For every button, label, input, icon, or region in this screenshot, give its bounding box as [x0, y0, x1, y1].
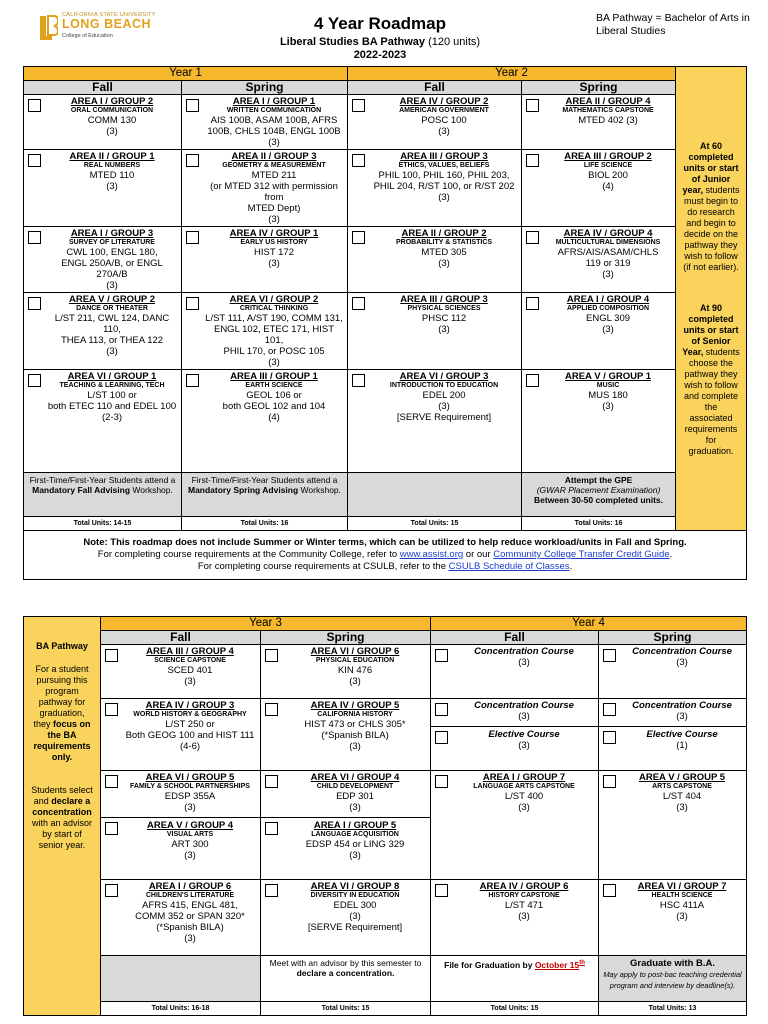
course-line: COMM 352 or SPAN 320*	[135, 911, 245, 922]
course-cell	[599, 880, 747, 956]
course-cell	[522, 95, 676, 150]
course-cell	[348, 227, 522, 293]
course-subject: EARLY US HISTORY	[240, 239, 308, 246]
course-line: both ETEC 110 and EDEL 100	[47, 401, 177, 412]
course-checkbox[interactable]	[352, 297, 365, 310]
course-cell	[182, 227, 348, 293]
course-cell	[261, 880, 431, 956]
course-line: (3)	[268, 357, 280, 368]
course-area: AREA VI / GROUP 5	[145, 772, 235, 783]
course-area: AREA III / GROUP 2	[564, 151, 652, 162]
course-subject: ORAL COMMUNICATION	[70, 107, 154, 114]
course-line: HSC 411A	[659, 900, 705, 911]
course-cell	[522, 293, 676, 370]
course-line: (3)	[438, 126, 450, 137]
course-checkbox[interactable]	[105, 884, 118, 897]
course-area: AREA V / GROUP 5	[638, 772, 726, 783]
course-line: POSC 100	[421, 115, 467, 126]
course-area: AREA IV / GROUP 3	[145, 700, 235, 711]
course-line: MTED 110	[89, 170, 135, 181]
total-units-y3-fall: Total Units: 16-18	[101, 1002, 261, 1016]
course-checkbox[interactable]	[435, 775, 448, 788]
course-checkbox[interactable]	[28, 154, 41, 167]
course-area: AREA I / GROUP 4	[566, 294, 650, 305]
course-line: (3)	[602, 324, 614, 335]
course-line: [SERVE Requirement]	[396, 412, 492, 423]
course-cell	[599, 699, 747, 771]
course-line: PHIL 100, PHIL 160, PHIL 203,	[378, 170, 510, 181]
course-line: L/ST 404	[662, 791, 702, 802]
course-checkbox[interactable]	[28, 297, 41, 310]
side-note-ba-pathway	[24, 617, 101, 1016]
course-area: AREA IV / GROUP 5	[310, 700, 400, 711]
course-area: AREA VI / GROUP 2	[229, 294, 319, 305]
course-checkbox[interactable]	[603, 775, 616, 788]
course-area: AREA VI / GROUP 3	[399, 371, 489, 382]
course-area: AREA III / GROUP 1	[230, 371, 318, 382]
course-cell	[522, 227, 676, 293]
course-subject: VISUAL ARTS	[166, 831, 214, 838]
course-line: AFRS 415, ENGL 481,	[142, 900, 238, 911]
course-subject: APPLIED COMPOSITION	[566, 305, 650, 312]
course-line: (3)	[268, 214, 280, 225]
course-line: L/ST 211, CWL 124, DANC 110,	[54, 313, 170, 335]
subtitle-units: (120 units)	[428, 36, 481, 48]
course-area: AREA V / GROUP 1	[564, 371, 652, 382]
course-subject: SURVEY OF LITERATURE	[69, 239, 155, 246]
course-subject: HEALTH SCIENCE	[651, 892, 713, 899]
course-line: (3)	[438, 401, 450, 412]
course-line: MTED Dept)	[247, 203, 301, 214]
course-area: AREA I / GROUP 7	[482, 772, 566, 783]
course-checkbox[interactable]	[28, 374, 41, 387]
course-area: AREA VI / GROUP 7	[637, 881, 727, 892]
link-assist-org[interactable]: www.assist.org	[399, 549, 464, 560]
course-line: (3)	[184, 933, 196, 944]
course-cell	[24, 95, 182, 150]
course-subject: REAL NUMBERS	[83, 162, 141, 169]
semester-y2-spring: Spring	[522, 81, 676, 95]
course-checkbox[interactable]	[435, 884, 448, 897]
course-area: AREA I / GROUP 2	[70, 96, 154, 107]
course-subject: HISTORY CAPSTONE	[488, 892, 560, 899]
course-checkbox[interactable]	[526, 297, 539, 310]
course-line: (3)	[184, 676, 196, 687]
note-y4-fall: File for Graduation by October 15th	[431, 956, 599, 1002]
course-line: (3)	[349, 911, 361, 922]
course-line: AFRS/AIS/ASAM/CHLS	[557, 247, 659, 258]
course-line: (3)	[349, 850, 361, 861]
course-line: L/ST 400	[504, 791, 544, 802]
course-line: ART 300	[171, 839, 209, 850]
csulb-logo	[38, 12, 208, 52]
logo-university: CALIFORNIA STATE UNIVERSITY	[62, 12, 156, 18]
course-subject: LIFE SCIENCE	[583, 162, 633, 169]
course-checkbox[interactable]	[105, 649, 118, 662]
course-subject: MUSIC	[596, 382, 620, 389]
note-y4-spring: Graduate with B.A. May apply to post-bac teaching credential program and interview by deadline(s).	[599, 956, 747, 1002]
course-cell	[261, 699, 431, 771]
course-line: AIS 100B, ASAM 100B, AFRS	[210, 115, 338, 126]
link-cc-transfer-guide[interactable]: Community College Transfer Credit Guide	[493, 549, 670, 560]
course-line: MTED 305	[421, 247, 467, 258]
course-line: (3)	[518, 802, 530, 813]
total-units-y2-spring: Total Units: 16	[522, 517, 676, 531]
course-cell	[24, 227, 182, 293]
course-line: SCED 401	[167, 665, 213, 676]
course-line: THEA 113, or THEA 122	[60, 335, 164, 346]
course-title: Concentration Course	[632, 646, 732, 657]
course-line: KIN 476	[337, 665, 373, 676]
course-line: L/ST 111, A/ST 190, COMM 131,	[205, 313, 343, 324]
total-units-y4-fall: Total Units: 15	[431, 1002, 599, 1016]
course-subject: CRITICAL THINKING	[239, 305, 309, 312]
course-cell	[348, 150, 522, 227]
course-cell	[182, 95, 348, 150]
course-line: (3)	[518, 657, 530, 668]
academic-years: 2022-2023	[353, 49, 407, 61]
course-checkbox[interactable]	[435, 649, 448, 662]
course-checkbox[interactable]	[603, 884, 616, 897]
course-cell	[101, 699, 261, 771]
course-area: AREA III / GROUP 3	[400, 151, 488, 162]
course-checkbox[interactable]	[435, 731, 448, 744]
course-area: AREA VI / GROUP 8	[310, 881, 400, 892]
side-note-ba-focus: For a student pursuing this program pathway for graduation, they focus on the BA requirements only.	[33, 664, 91, 762]
course-line: (1)	[676, 740, 688, 751]
course-cell	[182, 370, 348, 473]
course-checkbox[interactable]	[603, 731, 616, 744]
course-line: (4)	[602, 181, 614, 192]
course-area: AREA I / GROUP 3	[70, 228, 154, 239]
course-line: (3)	[184, 802, 196, 813]
course-line: MUS 180	[588, 390, 628, 401]
course-line: (3)	[268, 258, 280, 269]
course-subject: EARTH SCIENCE	[245, 382, 303, 389]
course-line: PHSC 112	[421, 313, 467, 324]
semester-y2-fall: Fall	[348, 81, 522, 95]
course-area: AREA II / GROUP 3	[231, 151, 317, 162]
link-csulb-schedule[interactable]: CSULB Schedule of Classes	[448, 561, 570, 572]
course-cell	[101, 645, 261, 699]
course-line: (4-6)	[179, 741, 201, 752]
course-cell	[182, 150, 348, 227]
course-line: (*Spanish BILA)	[321, 730, 389, 741]
course-line: (3)	[106, 181, 118, 192]
course-cell	[522, 150, 676, 227]
course-line: PHIL 204, R/ST 100, or R/ST 202	[373, 181, 515, 192]
course-line: (3)	[518, 711, 530, 722]
course-checkbox[interactable]	[352, 231, 365, 244]
course-line: (3)	[602, 401, 614, 412]
course-line: both GEOL 102 and 104	[222, 401, 326, 412]
course-title: Concentration Course	[474, 700, 574, 711]
course-area: AREA I / GROUP 6	[148, 881, 232, 892]
side-note-ba-concentration: Students select and declare a concentration with an advisor by start of senior year.	[31, 785, 93, 850]
course-line: (3)	[676, 911, 688, 922]
course-subject: PHYSICAL EDUCATION	[315, 657, 395, 664]
course-checkbox[interactable]	[352, 154, 365, 167]
total-units-y2-fall: Total Units: 15	[348, 517, 522, 531]
course-checkbox[interactable]	[265, 775, 278, 788]
course-cell	[431, 771, 599, 880]
course-checkbox[interactable]	[28, 99, 41, 112]
course-cell	[431, 645, 599, 699]
course-subject: LANGUAGE ACQUISITION	[311, 831, 399, 838]
course-subject: DANCE OR THEATER	[76, 305, 148, 312]
roadmap-years-3-4	[23, 616, 747, 1016]
course-cell	[431, 880, 599, 956]
side-note-90-units: At 90 completed units or start of Senior Year, students choose the pathway they wish to follow and complete the associated requirements for graduation.	[682, 302, 740, 456]
course-line: (3)	[184, 850, 196, 861]
course-line: (3)	[676, 657, 688, 668]
course-line: L/ST 100 or	[87, 390, 137, 401]
course-area: AREA VI / GROUP 6	[310, 646, 400, 657]
total-units-y4-spring: Total Units: 13	[599, 1002, 747, 1016]
course-cell	[599, 771, 747, 880]
semester-y3-spring: Spring	[261, 631, 431, 645]
course-subject: DIVERSITY IN EDUCATION	[310, 892, 400, 899]
course-checkbox[interactable]	[28, 231, 41, 244]
course-line: (3)	[518, 911, 530, 922]
note-y1-spring: First-Time/First-Year Students attend a Mandatory Spring Advising Workshop.	[182, 473, 348, 517]
course-line: (or MTED 312 with permission from	[210, 181, 338, 203]
roadmap-footnote: Note: This roadmap does not include Summer or Winter terms, which can be utilized to help reduce workload/units in Fall and Spring. For completing course requirements at the Community College, refer to www.assist.org or our Community College Transfer Credit Guide. For completing course requirements at CSULB, refer to the CSULB Schedule of Classes.	[24, 531, 747, 580]
course-area: AREA VI / GROUP 1	[67, 371, 157, 382]
course-checkbox[interactable]	[186, 154, 199, 167]
course-line: (3)	[676, 711, 688, 722]
course-subject: GEOMETRY & MEASUREMENT	[222, 162, 326, 169]
course-cell	[101, 771, 261, 880]
course-line: L/ST 250 or	[165, 719, 215, 730]
course-subject: CHILD DEVELOPMENT	[316, 783, 394, 790]
semester-y4-spring: Spring	[599, 631, 747, 645]
course-cell	[348, 293, 522, 370]
course-cell	[261, 771, 431, 880]
course-line: [SERVE Requirement]	[307, 922, 403, 933]
course-checkbox[interactable]	[265, 649, 278, 662]
note-y3-fall	[101, 956, 261, 1002]
course-title: Concentration Course	[474, 646, 574, 657]
course-cell	[24, 293, 182, 370]
course-line: PHIL 170, or POSC 105	[223, 346, 325, 357]
side-note-60-units: At 60 completed units or start of Junior year, students must begin to do research and begin to decide on the pathway they wish to follow (if not earlier).	[682, 140, 740, 272]
course-area: AREA I / GROUP 5	[313, 820, 397, 831]
course-checkbox[interactable]	[352, 99, 365, 112]
course-cell	[348, 95, 522, 150]
course-checkbox[interactable]	[186, 297, 199, 310]
course-line: ENGL 250A/B, or ENGL 270A/B	[61, 258, 163, 280]
course-line: (*Spanish BILA)	[156, 922, 224, 933]
course-title: Elective Course	[646, 729, 718, 740]
page-subtitle	[240, 36, 520, 48]
course-cell-secondary	[599, 726, 746, 752]
course-line: HIST 172	[254, 247, 294, 258]
semester-y1-fall: Fall	[24, 81, 182, 95]
course-line: BIOL 200	[588, 170, 628, 181]
course-line: CWL 100, ENGL 180,	[66, 247, 158, 258]
course-line: (3)	[602, 269, 614, 280]
course-subject: LANGUAGE ARTS CAPSTONE	[473, 783, 575, 790]
course-area: AREA IV / GROUP 1	[229, 228, 319, 239]
course-line: L/ST 471	[504, 900, 544, 911]
course-subject: MATHEMATICS CAPSTONE	[562, 107, 654, 114]
course-line: 100B, CHLS 104B, ENGL 100B	[207, 126, 341, 137]
course-checkbox[interactable]	[186, 231, 199, 244]
course-line: (3)	[106, 126, 118, 137]
logo-name: LONG BEACH	[62, 17, 152, 31]
course-title: Concentration Course	[632, 700, 732, 711]
course-cell-secondary	[431, 726, 598, 752]
course-subject: ETHICS, VALUES, BELIEFS	[398, 162, 490, 169]
course-checkbox[interactable]	[105, 775, 118, 788]
course-area: AREA II / GROUP 1	[69, 151, 155, 162]
course-title: Elective Course	[488, 729, 560, 740]
course-subject: CALIFORNIA HISTORY	[317, 711, 393, 718]
course-checkbox[interactable]	[526, 99, 539, 112]
course-area: AREA IV / GROUP 6	[479, 881, 569, 892]
course-area: AREA I / GROUP 1	[232, 96, 316, 107]
course-cell-secondary	[261, 817, 430, 862]
course-line: MTED 402 (3)	[578, 115, 638, 126]
course-cell	[431, 699, 599, 771]
course-line: (3)	[676, 802, 688, 813]
note-y2-fall	[348, 473, 522, 517]
course-line: EDP 301	[336, 791, 374, 802]
year-3-header: Year 3	[101, 617, 431, 631]
course-checkbox[interactable]	[265, 884, 278, 897]
course-area: AREA III / GROUP 4	[146, 646, 234, 657]
course-area: AREA V / GROUP 4	[146, 820, 234, 831]
course-checkbox[interactable]	[265, 822, 278, 835]
course-subject: MULTICULTURAL DIMENSIONS	[555, 239, 661, 246]
semester-y4-fall: Fall	[431, 631, 599, 645]
course-line: (3)	[106, 280, 118, 291]
course-line: (3)	[349, 802, 361, 813]
course-area: AREA IV / GROUP 4	[563, 228, 653, 239]
course-cell	[24, 370, 182, 473]
note-y2-spring: Attempt the GPE (GWAR Placement Examination) Between 30-50 completed units.	[522, 473, 676, 517]
course-checkbox[interactable]	[526, 374, 539, 387]
total-units-y3-spring: Total Units: 15	[261, 1002, 431, 1016]
total-units-y1-spring: Total Units: 16	[182, 517, 348, 531]
course-subject: INTRODUCTION TO EDUCATION	[389, 382, 499, 389]
course-cell	[261, 645, 431, 699]
logo-college: College of Education	[62, 33, 113, 39]
semester-y3-fall: Fall	[101, 631, 261, 645]
course-area: AREA IV / GROUP 2	[399, 96, 489, 107]
course-line: EDSP 355A	[164, 791, 216, 802]
course-cell	[522, 370, 676, 473]
course-line: ENGL 309	[586, 313, 631, 324]
course-area: AREA II / GROUP 4	[565, 96, 651, 107]
page-title: 4 Year Roadmap	[314, 14, 446, 33]
course-line: (3)	[438, 324, 450, 335]
course-subject: CHILDREN'S LITERATURE	[145, 892, 235, 899]
course-subject: TEACHING & LEARNING, TECH	[59, 382, 165, 389]
course-cell	[348, 370, 522, 473]
csulb-logo-icon	[38, 14, 58, 42]
course-cell	[599, 645, 747, 699]
course-area: AREA VI / GROUP 4	[310, 772, 400, 783]
course-line: EDSP 454 or LING 329	[305, 839, 405, 850]
course-line: 119 or 319	[585, 258, 631, 269]
course-checkbox[interactable]	[435, 703, 448, 716]
year-1-header: Year 1	[24, 67, 348, 81]
course-checkbox[interactable]	[186, 374, 199, 387]
course-checkbox[interactable]	[352, 374, 365, 387]
course-line: (4)	[268, 412, 280, 423]
course-line: (3)	[106, 346, 118, 357]
course-line: EDEL 200	[422, 390, 466, 401]
course-line: (3)	[438, 192, 450, 203]
course-subject: PROBABILITY & STATISTICS	[395, 239, 493, 246]
roadmap-years-1-2	[23, 66, 747, 580]
year-2-header: Year 2	[348, 67, 676, 81]
course-subject: PHYSICAL SCIENCES	[407, 305, 481, 312]
course-area: AREA II / GROUP 2	[401, 228, 487, 239]
course-subject: WORLD HISTORY & GEOGRAPHY	[133, 711, 247, 718]
course-line: (2-3)	[101, 412, 123, 423]
course-checkbox[interactable]	[186, 99, 199, 112]
course-line: GEOL 106 or	[246, 390, 302, 401]
course-cell	[24, 150, 182, 227]
footnote-note: Note: This roadmap does not include Summer or Winter terms, which can be utilized to help reduce workload/units in Fall and Spring.	[83, 537, 687, 548]
course-subject: AMERICAN GOVERNMENT	[399, 107, 489, 114]
semester-y1-spring: Spring	[182, 81, 348, 95]
course-cell	[101, 880, 261, 956]
course-checkbox[interactable]	[603, 703, 616, 716]
note-y3-spring: Meet with an advisor by this semester to declare a concentration.	[261, 956, 431, 1002]
course-line: (3)	[349, 676, 361, 687]
course-line: (3)	[518, 740, 530, 751]
subtitle-main: Liberal Studies BA Pathway	[279, 36, 426, 48]
course-line: EDEL 300	[333, 900, 377, 911]
course-line: (3)	[349, 741, 361, 752]
course-cell	[182, 293, 348, 370]
course-line: HIST 473 or CHLS 305*	[304, 719, 406, 730]
course-line: (3)	[438, 258, 450, 269]
course-line: Both GEOG 100 and HIST 111	[125, 730, 255, 741]
course-subject: ARTS CAPSTONE	[652, 783, 712, 790]
course-checkbox[interactable]	[526, 154, 539, 167]
course-checkbox[interactable]	[526, 231, 539, 244]
course-cell-secondary	[101, 817, 260, 862]
course-area: AREA V / GROUP 2	[68, 294, 156, 305]
note-y1-fall: First-Time/First-Year Students attend a Mandatory Fall Advising Workshop.	[24, 473, 182, 517]
course-checkbox[interactable]	[603, 649, 616, 662]
course-area: AREA III / GROUP 3	[400, 294, 488, 305]
side-note-pathway-timing	[676, 67, 747, 531]
course-checkbox[interactable]	[105, 703, 118, 716]
course-line: COMM 130	[87, 115, 137, 126]
year-4-header: Year 4	[431, 617, 747, 631]
course-checkbox[interactable]	[265, 703, 278, 716]
course-line: (3)	[268, 137, 280, 148]
course-checkbox[interactable]	[105, 822, 118, 835]
course-subject: WRITTEN COMMUNICATION	[226, 107, 322, 114]
pathway-definition: BA Pathway = Bachelor of Arts in Liberal Studies	[596, 12, 750, 37]
course-line: ENGL 102, ETEC 171, HIST 101,	[213, 324, 335, 346]
total-units-y1-fall: Total Units: 14-15	[24, 517, 182, 531]
course-subject: FAMILY & SCHOOL PARTNERSHIPS	[130, 783, 250, 790]
course-line: MTED 211	[251, 170, 297, 181]
course-subject: SCIENCE CAPSTONE	[154, 657, 226, 664]
side-note-ba-title: BA Pathway	[36, 641, 88, 651]
